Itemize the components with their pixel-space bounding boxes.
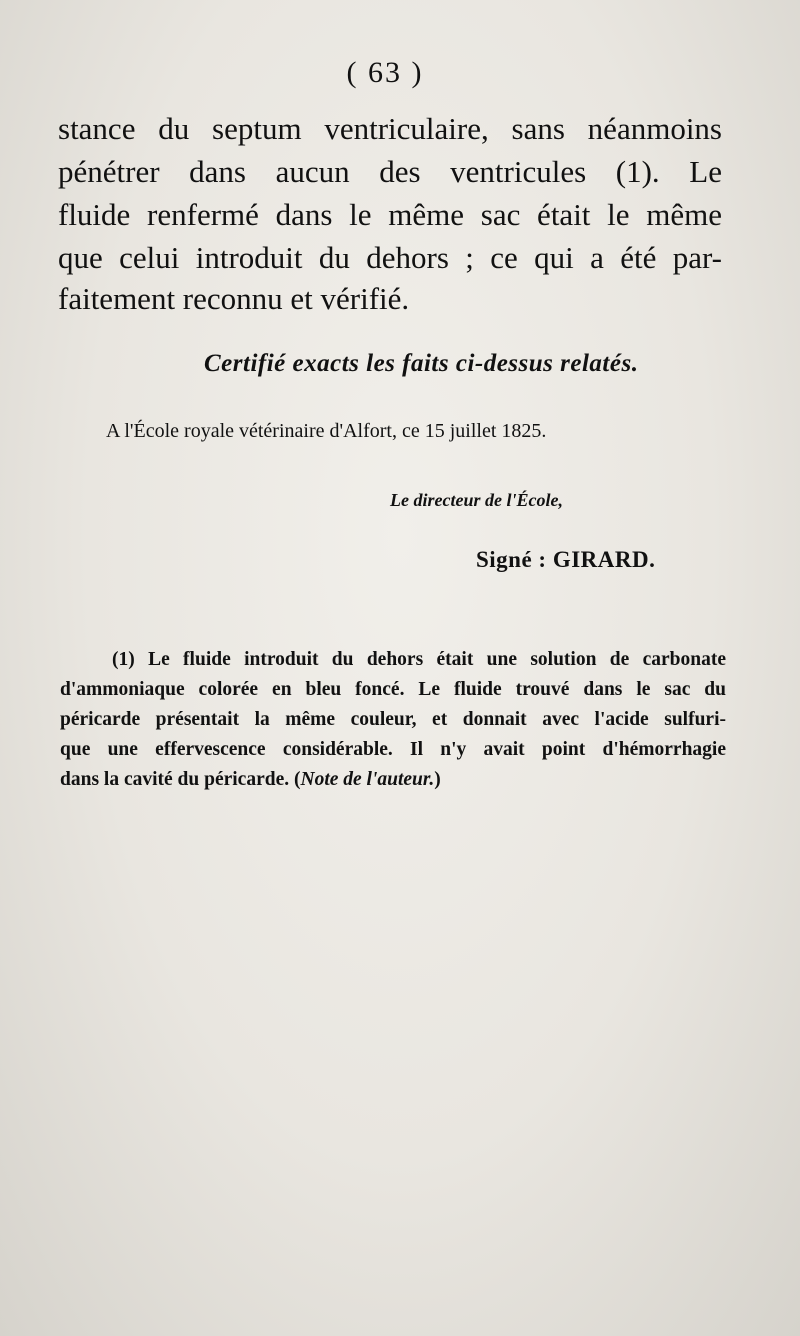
body-line-4: que celui introduit du dehors ; ce qui a été par- <box>58 240 722 275</box>
page-number: ( 63 ) <box>346 56 424 89</box>
signature: Signé : GIRARD. <box>476 547 656 572</box>
footnote-line-5 <box>60 765 726 795</box>
footnote-line-2: d'ammoniaque colorée en bleu foncé. Le fluide trouvé dans le sac du <box>60 679 726 700</box>
body-line-5: faitement reconnu et vérifié. <box>58 281 410 316</box>
footnote-last-text: dans la cavité du péricarde. ( <box>60 769 301 790</box>
footnote-line-1: (1) Le fluide introduit du dehors était une solution de carbonate <box>112 649 726 670</box>
footnote-line-3: péricarde présentait la même couleur, et donnait avec l'acide sulfuri- <box>60 709 726 730</box>
footnote-line-4: que une effervescence considérable. Il n'y avait point d'hémorrhagie <box>60 739 726 760</box>
footnote-close: ) <box>434 769 441 790</box>
place-date-line: A l'École royale vétérinaire d'Alfort, ce 15 juillet 1825. <box>106 420 547 442</box>
footnote-author-note: Note de l'auteur. <box>300 769 435 790</box>
certification-line: Certifié exacts les faits ci-dessus relatés. <box>204 350 639 377</box>
body-line-2: pénétrer dans aucun des ventricules (1). Le <box>58 154 722 189</box>
director-title: Le directeur de l'École, <box>390 490 563 510</box>
body-line-1: stance du septum ventriculaire, sans néanmoins <box>58 111 722 146</box>
body-line-3: fluide renfermé dans le même sac était le même <box>58 197 722 232</box>
